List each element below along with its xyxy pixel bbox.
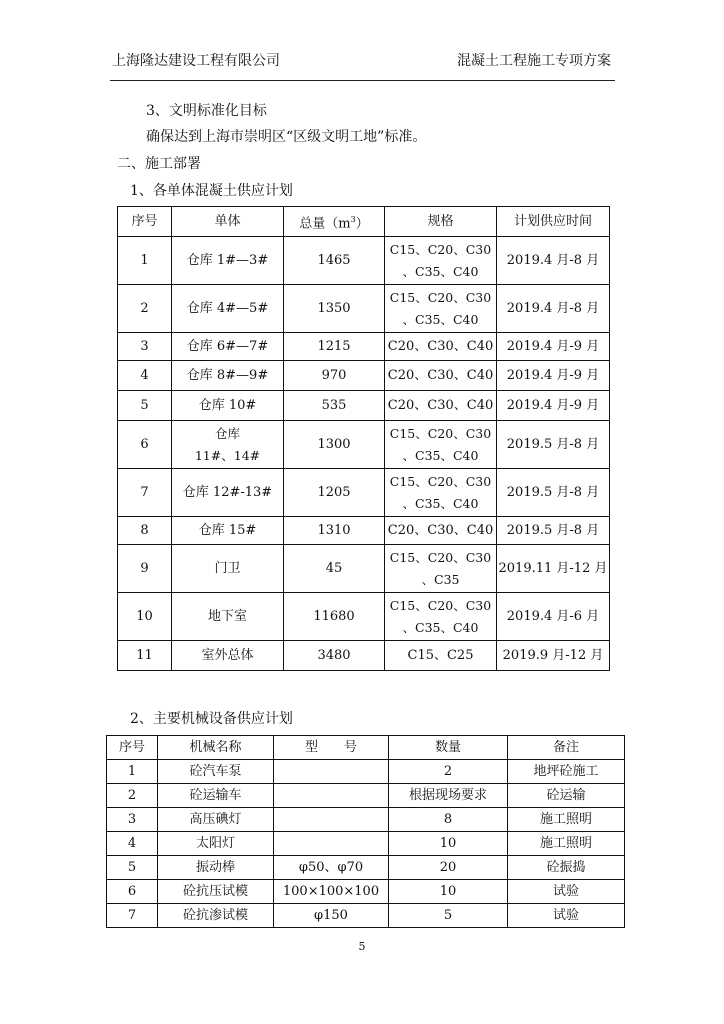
row-unit: 仓库 8#—9# bbox=[172, 361, 284, 391]
table-row bbox=[107, 904, 625, 928]
row-name: 砼汽车泵 bbox=[158, 760, 274, 784]
row-spec bbox=[385, 285, 497, 333]
row-spec: C20、C30、C40 bbox=[385, 361, 497, 391]
row-name: 砼抗渗试模 bbox=[158, 904, 274, 928]
row-name: 砼运输车 bbox=[158, 784, 274, 808]
header-doc-title: 混凝土工程施工专项方案 bbox=[457, 53, 611, 69]
header-spec: 规格 bbox=[385, 207, 497, 237]
table-header-row bbox=[107, 736, 625, 760]
row-spec-line2: 、C35、C40 bbox=[402, 311, 479, 327]
row-spec: C20、C30、C40 bbox=[385, 333, 497, 361]
row-spec-line1: C15、C20、C30 bbox=[389, 241, 492, 257]
table-row bbox=[118, 593, 610, 641]
row-spec-line2: 、C35、C40 bbox=[402, 495, 479, 511]
row-no: 5 bbox=[118, 391, 172, 421]
row-qty: 11680 bbox=[284, 593, 385, 641]
row-spec-line2: 、C35 bbox=[421, 571, 460, 587]
table-row bbox=[118, 361, 610, 391]
row-time: 2019.4 月-9 月 bbox=[497, 391, 610, 421]
row-unit: 仓库 12#-13# bbox=[172, 469, 284, 517]
table-row bbox=[118, 333, 610, 361]
row-unit: 室外总体 bbox=[172, 641, 284, 671]
row-model: φ150 bbox=[274, 904, 389, 928]
table-row bbox=[118, 285, 610, 333]
row-qty: 20 bbox=[389, 856, 508, 880]
table-row bbox=[118, 391, 610, 421]
row-qty: 1205 bbox=[284, 469, 385, 517]
row-unit: 仓库 4#—5# bbox=[172, 285, 284, 333]
row-time: 2019.9 月-12 月 bbox=[497, 641, 610, 671]
table-row bbox=[118, 517, 610, 545]
row-time: 2019.5 月-8 月 bbox=[497, 469, 610, 517]
paragraph-civilization-goal: 确保达到上海市崇明区“区级文明工地”标准。 bbox=[146, 129, 427, 145]
row-time: 2019.4 月-8 月 bbox=[497, 237, 610, 285]
row-time: 2019.11 月-12 月 bbox=[497, 545, 610, 593]
row-qty: 970 bbox=[284, 361, 385, 391]
row-no: 10 bbox=[118, 593, 172, 641]
concrete-supply-table bbox=[117, 206, 610, 671]
row-name: 高压碘灯 bbox=[158, 808, 274, 832]
table-row bbox=[107, 784, 625, 808]
row-qty: 1350 bbox=[284, 285, 385, 333]
header-note: 备注 bbox=[508, 736, 625, 760]
section-heading-civilization: 3、文明标准化目标 bbox=[146, 103, 267, 119]
row-spec: C15、C25 bbox=[385, 641, 497, 671]
row-spec bbox=[385, 545, 497, 593]
row-time: 2019.5 月-8 月 bbox=[497, 517, 610, 545]
row-model bbox=[274, 784, 389, 808]
row-unit: 地下室 bbox=[172, 593, 284, 641]
row-unit: 仓库 10# bbox=[172, 391, 284, 421]
row-no: 5 bbox=[107, 856, 158, 880]
table1-caption: 1、各单体混凝土供应计划 bbox=[130, 183, 293, 199]
row-qty: 1465 bbox=[284, 237, 385, 285]
row-note: 试验 bbox=[508, 880, 625, 904]
row-spec: C20、C30、C40 bbox=[385, 391, 497, 421]
row-note: 试验 bbox=[508, 904, 625, 928]
row-model: φ50、φ70 bbox=[274, 856, 389, 880]
row-time: 2019.4 月-9 月 bbox=[497, 333, 610, 361]
row-qty: 535 bbox=[284, 391, 385, 421]
row-spec-line2: 、C35、C40 bbox=[402, 263, 479, 279]
row-qty: 5 bbox=[389, 904, 508, 928]
row-spec-line1: C15、C20、C30 bbox=[389, 425, 492, 441]
row-qty: 2 bbox=[389, 760, 508, 784]
row-name: 太阳灯 bbox=[158, 832, 274, 856]
row-unit-line2: 11#、14# bbox=[194, 447, 261, 463]
table-row bbox=[118, 469, 610, 517]
row-unit: 仓库 6#—7# bbox=[172, 333, 284, 361]
row-qty: 1310 bbox=[284, 517, 385, 545]
row-no: 7 bbox=[107, 904, 158, 928]
row-no: 3 bbox=[118, 333, 172, 361]
header-quantity: 数量 bbox=[389, 736, 508, 760]
row-note: 施工照明 bbox=[508, 808, 625, 832]
equipment-supply-table bbox=[106, 735, 625, 928]
table-row bbox=[107, 808, 625, 832]
row-unit: 仓库 15# bbox=[172, 517, 284, 545]
row-no: 4 bbox=[118, 361, 172, 391]
row-time: 2019.5 月-8 月 bbox=[497, 421, 610, 469]
row-no: 6 bbox=[118, 421, 172, 469]
row-note: 地坪砼施工 bbox=[508, 760, 625, 784]
row-spec bbox=[385, 421, 497, 469]
header-quantity bbox=[284, 207, 385, 237]
table-row bbox=[107, 880, 625, 904]
table-row bbox=[118, 641, 610, 671]
row-no: 2 bbox=[118, 285, 172, 333]
header-rule bbox=[110, 80, 615, 81]
row-no: 8 bbox=[118, 517, 172, 545]
table-row bbox=[118, 545, 610, 593]
row-no: 1 bbox=[118, 237, 172, 285]
row-time: 2019.4 月-8 月 bbox=[497, 285, 610, 333]
row-spec-line1: C15、C20、C30 bbox=[389, 289, 492, 305]
row-time: 2019.4 月-9 月 bbox=[497, 361, 610, 391]
table-row bbox=[107, 832, 625, 856]
header-model: 型 号 bbox=[274, 736, 389, 760]
row-qty: 1215 bbox=[284, 333, 385, 361]
row-spec-line2: 、C35、C40 bbox=[402, 447, 479, 463]
section-heading-deployment: 二、施工部署 bbox=[117, 156, 201, 172]
row-name: 振动棒 bbox=[158, 856, 274, 880]
row-model bbox=[274, 832, 389, 856]
row-qty: 1300 bbox=[284, 421, 385, 469]
row-unit: 仓库 1#—3# bbox=[172, 237, 284, 285]
row-no: 7 bbox=[118, 469, 172, 517]
row-qty: 45 bbox=[284, 545, 385, 593]
header-no: 序号 bbox=[107, 736, 158, 760]
row-name: 砼抗压试模 bbox=[158, 880, 274, 904]
table-row bbox=[118, 237, 610, 285]
row-unit: 门卫 bbox=[172, 545, 284, 593]
header-machine-name: 机械名称 bbox=[158, 736, 274, 760]
row-qty: 10 bbox=[389, 832, 508, 856]
header-unit: 单体 bbox=[172, 207, 284, 237]
row-unit-line1: 仓库 bbox=[214, 425, 240, 441]
row-no: 11 bbox=[118, 641, 172, 671]
row-model bbox=[274, 760, 389, 784]
row-no: 1 bbox=[107, 760, 158, 784]
unit-superscript: 3 bbox=[350, 215, 356, 224]
row-note: 砼振捣 bbox=[508, 856, 625, 880]
row-no: 9 bbox=[118, 545, 172, 593]
row-spec-line1: C15、C20、C30 bbox=[389, 549, 492, 565]
header-quantity-close: ） bbox=[355, 216, 369, 232]
row-qty: 8 bbox=[389, 808, 508, 832]
table-row bbox=[107, 760, 625, 784]
row-spec-line2: 、C35、C40 bbox=[402, 619, 479, 635]
row-spec-line1: C15、C20、C30 bbox=[389, 597, 492, 613]
table-row bbox=[107, 856, 625, 880]
row-time: 2019.4 月-6 月 bbox=[497, 593, 610, 641]
row-qty: 10 bbox=[389, 880, 508, 904]
table2-caption: 2、主要机械设备供应计划 bbox=[130, 711, 293, 727]
row-note: 砼运输 bbox=[508, 784, 625, 808]
table-row bbox=[118, 421, 610, 469]
row-unit bbox=[172, 421, 284, 469]
row-spec: C20、C30、C40 bbox=[385, 517, 497, 545]
table-header-row bbox=[118, 207, 610, 237]
header-company: 上海隆达建设工程有限公司 bbox=[112, 53, 280, 69]
row-spec bbox=[385, 469, 497, 517]
row-qty: 根据现场要求 bbox=[389, 784, 508, 808]
row-model bbox=[274, 808, 389, 832]
row-no: 6 bbox=[107, 880, 158, 904]
page-number: 5 bbox=[358, 940, 366, 953]
header-no: 序号 bbox=[118, 207, 172, 237]
row-spec bbox=[385, 237, 497, 285]
row-model: 100×100×100 bbox=[274, 880, 389, 904]
row-spec-line1: C15、C20、C30 bbox=[389, 473, 492, 489]
header-quantity-text: 总量（m bbox=[299, 216, 351, 232]
row-note: 施工照明 bbox=[508, 832, 625, 856]
row-no: 3 bbox=[107, 808, 158, 832]
header-time: 计划供应时间 bbox=[497, 207, 610, 237]
row-no: 4 bbox=[107, 832, 158, 856]
row-spec bbox=[385, 593, 497, 641]
row-qty: 3480 bbox=[284, 641, 385, 671]
row-no: 2 bbox=[107, 784, 158, 808]
